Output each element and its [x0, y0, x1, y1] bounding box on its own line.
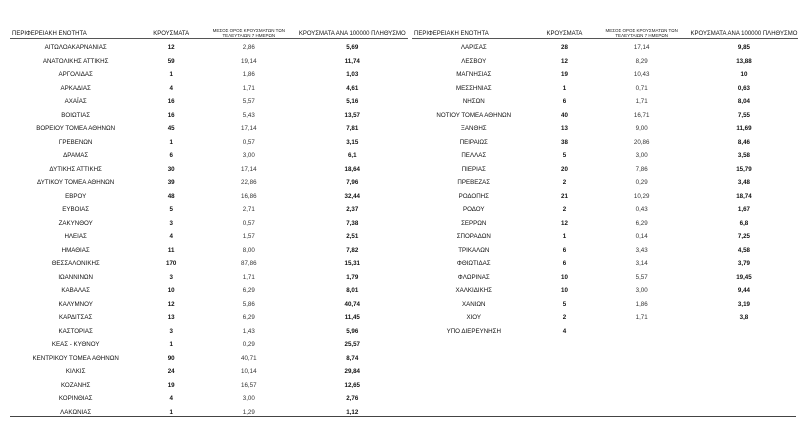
table-row [10, 311, 408, 325]
unit-name-cell: ΜΑΓΝΗΣΙΑΣ [456, 71, 492, 79]
unit-name-cell: ΖΑΚΥΝΘΟΥ [58, 219, 93, 227]
avg-7-days-cell: 22,86 [241, 179, 257, 187]
per-100k-cell: 40,74 [344, 300, 360, 308]
per-100k-cell: 18,74 [736, 192, 752, 200]
table-row [10, 379, 408, 393]
avg-7-days-cell: 0,57 [242, 219, 255, 227]
header-avg-7-days: ΜΕΣΟΣ ΟΡΟΣ ΚΡΟΥΣΜΑΤΩΝ ΤΩΝ ΤΕΛΕΥΤΑΙΩΝ 7 ΗΜΕΡΩΝ [201, 22, 297, 39]
unit-name-cell: ΑΝΑΤΟΛΙΚΗΣ ΑΤΤΙΚΗΣ [42, 57, 109, 65]
unit-name-cell: ΓΡΕΒΕΝΩΝ [58, 138, 93, 146]
per-100k-cell: 5,69 [346, 44, 359, 52]
cases-cell: 2 [562, 206, 567, 214]
table-row [10, 325, 408, 339]
cases-cell: 4 [169, 84, 173, 92]
unit-name-cell: ΑΧΑΪΑΣ [64, 98, 87, 106]
cases-cell: 6 [169, 152, 173, 160]
avg-7-days-cell: 5,43 [242, 111, 255, 119]
avg-7-days-cell: 1,43 [242, 327, 255, 335]
table-row [412, 298, 798, 312]
cases-cell: 38 [561, 138, 568, 146]
avg-7-days-cell: 16,71 [633, 111, 650, 119]
table-row [10, 244, 408, 258]
table-row [412, 325, 798, 339]
table-row [412, 163, 798, 177]
table-row [412, 122, 798, 136]
table-row [10, 230, 408, 244]
cases-cell: 12 [561, 219, 568, 227]
table-row [10, 190, 408, 204]
unit-name-cell: ΙΩΑΝΝΙΝΩΝ [58, 273, 94, 281]
cases-cell: 13 [561, 125, 568, 133]
per-100k-cell: 8,74 [346, 354, 359, 362]
unit-name-cell: ΗΜΑΘΙΑΣ [61, 246, 90, 254]
avg-7-days-cell: 0,43 [635, 206, 648, 214]
table-row [10, 217, 408, 231]
per-100k-cell: 5,16 [346, 98, 359, 106]
per-100k-cell: 29,84 [344, 368, 360, 376]
avg-7-days-cell: 17,14 [241, 165, 257, 173]
per-100k-cell: 8,46 [737, 138, 750, 146]
per-100k-cell: 11,45 [344, 314, 360, 322]
cases-cell: 10 [167, 287, 175, 295]
table-row [412, 95, 798, 109]
per-100k-cell: 13,88 [736, 57, 752, 65]
cases-cell: 170 [166, 260, 177, 268]
per-100k-cell: 4,58 [737, 246, 750, 254]
header-per-100k: ΚΡΟΥΣΜΑΤΑ ΑΝΑ 100000 ΠΛΗΘΥΣΜΟ [690, 22, 798, 39]
per-100k-cell: 7,82 [346, 246, 359, 254]
per-100k-cell: 3,58 [737, 152, 750, 160]
cases-cell: 40 [561, 111, 568, 119]
cases-cell: 12 [167, 44, 175, 52]
left-cases-table-panel [10, 22, 408, 419]
table-row [412, 136, 798, 150]
table-row [412, 109, 798, 123]
cases-cell: 16 [167, 98, 175, 106]
header-avg-7-days: ΜΕΣΟΣ ΟΡΟΣ ΚΡΟΥΣΜΑΤΩΝ ΤΩΝ ΤΕΛΕΥΤΑΙΩΝ 7 ΗΜΕΡΩΝ [593, 22, 690, 39]
unit-name-cell: ΚΟΖΑΝΗΣ [60, 381, 91, 389]
avg-7-days-cell: 0,29 [635, 179, 648, 187]
per-100k-cell: 8,01 [346, 287, 359, 295]
left-table-body [10, 39, 408, 420]
cases-cell: 4 [169, 395, 173, 403]
cases-cell: 4 [562, 327, 567, 335]
per-100k-cell: 1,03 [346, 71, 359, 79]
avg-7-days-cell: 1,71 [242, 273, 255, 281]
avg-7-days-cell: 1,29 [242, 408, 255, 416]
unit-name-cell: ΗΛΕΙΑΣ [64, 233, 87, 241]
unit-name-cell: ΚΑΒΑΛΑΣ [61, 287, 90, 295]
cases-cell: 12 [167, 300, 175, 308]
per-100k-cell: 9,85 [737, 44, 750, 52]
per-100k-cell: 7,25 [737, 233, 750, 241]
avg-7-days-cell: 1,86 [635, 300, 648, 308]
table-row [10, 298, 408, 312]
table-row [10, 338, 408, 352]
cases-cell: 28 [561, 44, 568, 52]
cases-cell: 5 [562, 300, 567, 308]
unit-name-cell: ΠΕΛΛΑΣ [461, 152, 487, 160]
unit-name-cell: ΠΡΕΒΕΖΑΣ [457, 179, 491, 187]
unit-name-cell: ΘΕΣΣΑΛΟΝΙΚΗΣ [51, 260, 100, 268]
per-100k-cell: 11,74 [344, 57, 360, 65]
per-100k-cell: 3,8 [739, 314, 749, 322]
per-100k-cell: 15,31 [344, 260, 360, 268]
avg-7-days-cell: 16,86 [241, 192, 257, 200]
cases-cell: 3 [169, 219, 173, 227]
avg-7-days-cell: 1,57 [242, 233, 255, 241]
avg-7-days-cell: 2,86 [242, 44, 255, 52]
avg-7-days-cell: 20,86 [633, 138, 650, 146]
unit-name-cell: ΚΑΣΤΟΡΙΑΣ [58, 327, 93, 335]
avg-7-days-cell: 2,71 [242, 206, 255, 214]
unit-name-cell: ΧΙΟΥ [466, 314, 482, 322]
unit-name-cell: ΛΕΣΒΟΥ [461, 57, 487, 65]
unit-name-cell: ΔΥΤΙΚΗΣ ΑΤΤΙΚΗΣ [49, 165, 102, 173]
per-100k-cell: 15,79 [736, 165, 752, 173]
avg-7-days-cell: 5,57 [635, 273, 648, 281]
avg-7-days-cell: 3,14 [635, 260, 648, 268]
avg-7-days-cell: 1,71 [635, 98, 648, 106]
cases-cell: 3 [169, 273, 173, 281]
right-header-row [412, 22, 798, 39]
per-100k-cell: 10 [740, 71, 748, 79]
cases-cell: 1 [562, 233, 567, 241]
right-cases-table [412, 22, 798, 338]
avg-7-days-cell: 3,43 [635, 246, 648, 254]
unit-name-cell: ΝΟΤΙΟΥ ΤΟΜΕΑ ΑΘΗΝΩΝ [436, 111, 512, 119]
table-row [10, 392, 408, 406]
cases-cell: 6 [562, 246, 567, 254]
per-100k-cell: 7,38 [346, 219, 359, 227]
avg-7-days-cell: 8,00 [242, 246, 255, 254]
per-100k-cell: 7,55 [737, 111, 750, 119]
cases-cell: 19 [561, 71, 568, 79]
per-100k-cell: 8,04 [737, 98, 750, 106]
table-row [10, 176, 408, 190]
per-100k-cell: 4,61 [346, 84, 359, 92]
avg-7-days-cell [593, 325, 690, 339]
avg-7-days-cell: 10,43 [633, 71, 650, 79]
cases-cell: 6 [562, 260, 567, 268]
table-row [10, 271, 408, 285]
avg-7-days-cell: 8,29 [635, 57, 648, 65]
cases-cell: 45 [167, 125, 175, 133]
cases-cell: 24 [167, 368, 175, 376]
per-100k-cell [690, 325, 798, 339]
left-header-row [10, 22, 408, 39]
unit-name-cell: ΚΙΛΚΙΣ [65, 368, 86, 376]
table-row [10, 284, 408, 298]
unit-name-cell: ΠΕΙΡΑΙΩΣ [459, 138, 488, 146]
cases-cell: 2 [562, 179, 567, 187]
cases-cell: 1 [169, 71, 173, 79]
header-per-100k: ΚΡΟΥΣΜΑΤΑ ΑΝΑ 100000 ΠΛΗΘΥΣΜΟ [297, 22, 408, 39]
unit-name-cell: ΥΠΟ ΔΙΕΡΕΥΝΗΣΗ [446, 327, 501, 335]
avg-7-days-cell: 3,00 [635, 152, 648, 160]
cases-cell: 48 [167, 192, 175, 200]
avg-7-days-cell: 3,00 [635, 287, 648, 295]
unit-name-cell: ΔΥΤΙΚΟΥ ΤΟΜΕΑ ΑΘΗΝΩΝ [37, 179, 115, 187]
table-row [412, 82, 798, 96]
table-row [10, 163, 408, 177]
cases-cell: 12 [561, 57, 568, 65]
per-100k-cell: 6,1 [347, 152, 357, 160]
per-100k-cell: 0,63 [737, 84, 750, 92]
per-100k-cell: 11,69 [736, 125, 752, 133]
header-unit: ΠΕΡΙΦΕΡΕΙΑΚΗ ΕΝΟΤΗΤΑ [412, 22, 536, 39]
table-row [412, 244, 798, 258]
table-row [10, 203, 408, 217]
avg-7-days-cell: 10,14 [241, 368, 257, 376]
per-100k-cell: 19,45 [736, 273, 752, 281]
per-100k-cell: 12,65 [344, 381, 360, 389]
avg-7-days-cell: 0,14 [635, 233, 648, 241]
per-100k-cell: 7,96 [346, 179, 359, 187]
unit-name-cell: ΛΑΡΙΣΑΣ [460, 44, 487, 52]
avg-7-days-cell: 17,14 [633, 44, 650, 52]
unit-name-cell: ΠΙΕΡΙΑΣ [461, 165, 486, 173]
table-row [10, 68, 408, 82]
cases-cell: 11 [167, 246, 175, 254]
unit-name-cell: ΣΠΟΡΑΔΩΝ [456, 233, 491, 241]
cases-cell: 4 [169, 233, 173, 241]
unit-name-cell: ΞΑΝΘΗΣ [460, 125, 487, 133]
avg-7-days-cell: 19,14 [241, 57, 257, 65]
avg-7-days-cell: 5,86 [242, 300, 255, 308]
cases-cell: 5 [169, 206, 173, 214]
right-table-body [412, 39, 798, 339]
per-100k-cell: 6,8 [739, 219, 749, 227]
table-row [412, 190, 798, 204]
table-row [10, 136, 408, 150]
unit-name-cell: ΚΟΡΙΝΘΙΑΣ [58, 395, 93, 403]
avg-7-days-cell: 1,71 [242, 84, 255, 92]
table-row [412, 39, 798, 55]
cases-cell: 1 [169, 341, 173, 349]
table-row [412, 257, 798, 271]
unit-name-cell: ΚΑΡΔΙΤΣΑΣ [58, 314, 93, 322]
per-100k-cell: 9,44 [737, 287, 750, 295]
table-row [10, 365, 408, 379]
unit-name-cell: ΕΥΒΟΙΑΣ [62, 206, 90, 214]
cases-cell: 1 [169, 138, 173, 146]
cases-cell: 10 [561, 273, 568, 281]
header-cases: ΚΡΟΥΣΜΑΤΑ [141, 22, 201, 39]
table-row [412, 203, 798, 217]
per-100k-cell: 25,57 [344, 341, 360, 349]
unit-name-cell: ΝΗΣΩΝ [462, 98, 485, 106]
table-row [412, 271, 798, 285]
avg-7-days-cell: 6,29 [635, 219, 648, 227]
cases-cell: 19 [167, 381, 175, 389]
unit-name-cell: ΤΡΙΚΑΛΩΝ [458, 246, 490, 254]
unit-name-cell: ΑΡΓΟΛΙΔΑΣ [58, 71, 93, 79]
unit-name-cell: ΚΑΛΥΜΝΟΥ [58, 300, 93, 308]
avg-7-days-cell: 7,86 [635, 165, 648, 173]
unit-name-cell: ΦΘΙΩΤΙΔΑΣ [456, 260, 491, 268]
avg-7-days-cell: 0,29 [242, 341, 255, 349]
per-100k-cell: 2,76 [346, 395, 359, 403]
cases-cell: 39 [167, 179, 175, 187]
table-row [412, 55, 798, 69]
bottom-divider [10, 416, 796, 417]
avg-7-days-cell: 16,57 [241, 381, 257, 389]
table-row [10, 149, 408, 163]
per-100k-cell: 2,51 [346, 233, 359, 241]
unit-name-cell: ΡΟΔΟΠΗΣ [458, 192, 489, 200]
unit-name-cell: ΚΕΑΣ - ΚΥΘΝΟΥ [51, 341, 100, 349]
table-row [412, 311, 798, 325]
unit-name-cell: ΔΡΑΜΑΣ [63, 152, 89, 160]
unit-name-cell: ΜΕΣΣΗΝΙΑΣ [455, 84, 492, 92]
per-100k-cell: 3,48 [737, 179, 750, 187]
unit-name-cell: ΛΑΚΩΝΙΑΣ [60, 408, 92, 416]
table-row [10, 352, 408, 366]
unit-name-cell: ΒΟΡΕΙΟΥ ΤΟΜΕΑ ΑΘΗΝΩΝ [36, 125, 116, 133]
cases-cell: 20 [561, 165, 568, 173]
avg-7-days-cell: 6,29 [242, 287, 255, 295]
avg-7-days-cell: 9,00 [635, 125, 648, 133]
cases-cell: 13 [167, 314, 175, 322]
per-100k-cell: 5,96 [346, 327, 359, 335]
table-row [10, 95, 408, 109]
cases-cell: 59 [167, 57, 175, 65]
cases-cell: 90 [167, 354, 175, 362]
table-row [10, 82, 408, 96]
unit-name-cell: ΚΕΝΤΡΙΚΟΥ ΤΟΜΕΑ ΑΘΗΝΩΝ [32, 354, 119, 362]
right-cases-table-panel [412, 22, 798, 338]
per-100k-cell: 18,64 [344, 165, 360, 173]
left-cases-table [10, 22, 408, 419]
table-row [10, 257, 408, 271]
table-row [10, 55, 408, 69]
table-row [412, 176, 798, 190]
table-row [412, 217, 798, 231]
per-100k-cell: 3,15 [346, 138, 359, 146]
unit-name-cell: ΑΙΤΩΛΟΑΚΑΡΝΑΝΙΑΣ [44, 44, 107, 52]
per-100k-cell: 32,44 [344, 192, 360, 200]
unit-name-cell: ΧΑΛΚΙΔΙΚΗΣ [455, 287, 493, 295]
avg-7-days-cell: 3,00 [242, 152, 255, 160]
cases-cell: 10 [561, 287, 568, 295]
avg-7-days-cell: 17,14 [241, 125, 257, 133]
per-100k-cell: 3,79 [737, 260, 750, 268]
avg-7-days-cell: 0,71 [635, 84, 648, 92]
table-row [10, 122, 408, 136]
per-100k-cell: 1,12 [346, 408, 359, 416]
table-row [412, 230, 798, 244]
unit-name-cell: ΣΕΡΡΩΝ [461, 219, 487, 227]
avg-7-days-cell: 6,29 [242, 314, 255, 322]
per-100k-cell: 1,67 [737, 206, 750, 214]
table-row [412, 68, 798, 82]
cases-cell: 16 [167, 111, 175, 119]
table-row [412, 284, 798, 298]
avg-7-days-cell: 40,71 [241, 354, 257, 362]
unit-name-cell: ΡΟΔΟΥ [462, 206, 485, 214]
cases-cell: 3 [169, 327, 173, 335]
avg-7-days-cell: 1,71 [635, 314, 648, 322]
table-row [412, 149, 798, 163]
unit-name-cell: ΑΡΚΑΔΙΑΣ [60, 84, 91, 92]
unit-name-cell: ΧΑΝΙΩΝ [461, 300, 486, 308]
table-row [10, 39, 408, 55]
unit-name-cell: ΦΛΩΡΙΝΑΣ [457, 273, 490, 281]
cases-cell: 2 [562, 314, 567, 322]
unit-name-cell: ΕΒΡΟΥ [65, 192, 87, 200]
per-100k-cell: 2,37 [346, 206, 359, 214]
avg-7-days-cell: 3,00 [242, 395, 255, 403]
cases-cell: 5 [562, 152, 567, 160]
avg-7-days-cell: 1,86 [242, 71, 255, 79]
per-100k-cell: 3,19 [737, 300, 750, 308]
per-100k-cell: 7,81 [346, 125, 359, 133]
avg-7-days-cell: 10,29 [633, 192, 650, 200]
header-unit: ΠΕΡΙΦΕΡΕΙΑΚΗ ΕΝΟΤΗΤΑ [10, 22, 141, 39]
avg-7-days-cell: 87,86 [241, 260, 257, 268]
header-cases: ΚΡΟΥΣΜΑΤΑ [536, 22, 594, 39]
avg-7-days-cell: 5,57 [242, 98, 255, 106]
cases-cell: 6 [562, 98, 567, 106]
avg-7-days-cell: 0,57 [242, 138, 255, 146]
per-100k-cell: 13,57 [344, 111, 360, 119]
table-row [10, 109, 408, 123]
unit-name-cell: ΒΟΙΩΤΙΑΣ [61, 111, 91, 119]
cases-cell: 21 [561, 192, 568, 200]
per-100k-cell: 1,79 [346, 273, 359, 281]
cases-cell: 1 [169, 408, 173, 416]
cases-cell: 1 [562, 84, 567, 92]
cases-cell: 30 [167, 165, 175, 173]
